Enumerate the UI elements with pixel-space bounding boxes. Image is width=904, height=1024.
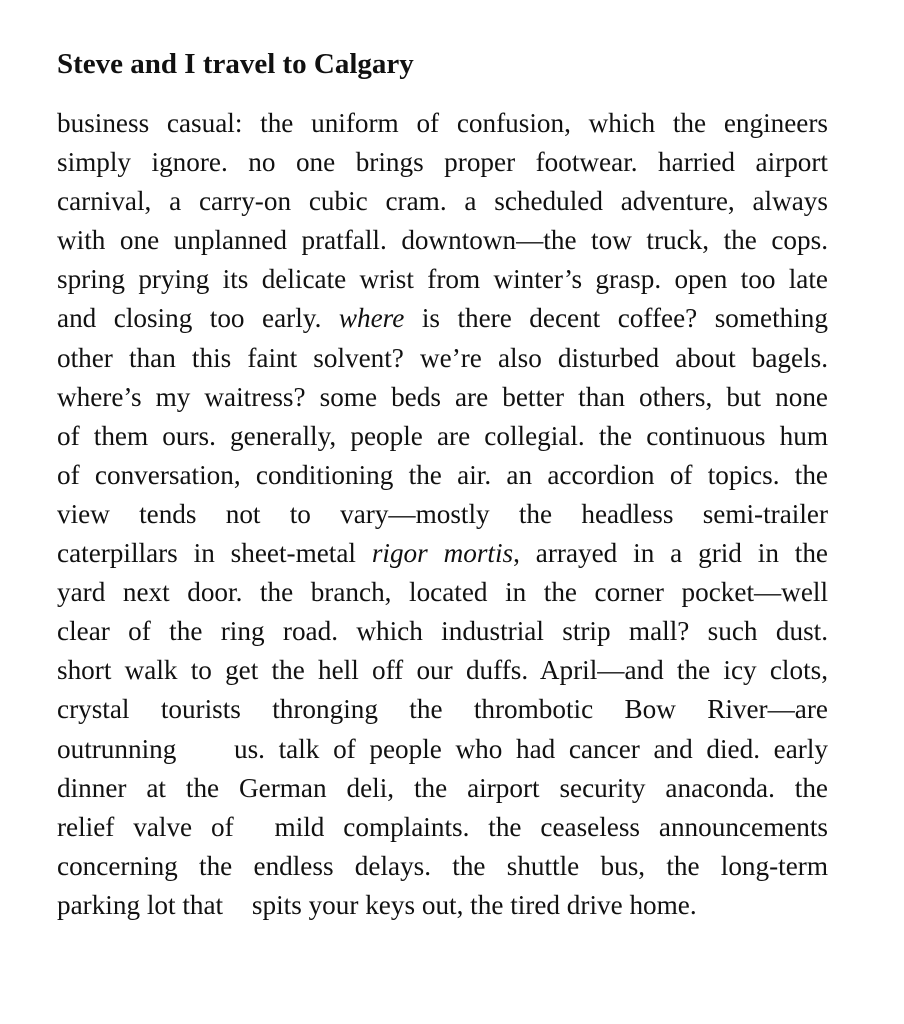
italic-emphasis: rigor mortis <box>371 538 514 569</box>
poem-title: Steve and I travel to Calgary <box>57 48 414 80</box>
poem-line: crystal tourists thronging the thrombotic Bow River—are <box>57 694 828 725</box>
poem-line: simply ignore. no one brings proper footwear. harried airport <box>57 147 828 178</box>
poem-line: with one unplanned pratfall. downtown—the tow truck, the cops. <box>57 225 828 256</box>
line-text: relief valve of <box>57 811 234 842</box>
line-text: spits your keys out, the tired drive home. <box>251 889 697 920</box>
line-text: , arrayed in a grid in the <box>513 538 828 569</box>
poem-line: where’s my waitress? some beds are better than others, but none <box>57 381 828 412</box>
poem-line: of conversation, conditioning the air. an accordion of topics. the <box>57 459 828 490</box>
poem-line <box>57 808 828 847</box>
poem-line: of them ours. generally, people are collegial. the continuous hum <box>57 420 828 451</box>
poem-line: clear of the ring road. which industrial strip mall? such dust. <box>57 616 828 647</box>
line-text: and closing too early. <box>57 303 339 334</box>
poem-line: other than this faint solvent? we’re also disturbed about bagels. <box>57 342 828 373</box>
line-text: caterpillars in sheet-metal <box>57 538 372 569</box>
poem-line <box>57 730 828 769</box>
poem-body <box>57 104 828 925</box>
document-page <box>57 44 828 925</box>
italic-emphasis: where <box>338 303 405 334</box>
line-text: is there decent coffee? something <box>404 303 828 334</box>
poem-line: view tends not to vary—mostly the headless semi-trailer <box>57 498 828 529</box>
line-text: outrunning <box>57 733 177 764</box>
poem-line: dinner at the German deli, the airport security anaconda. the <box>57 772 828 803</box>
line-text: parking lot that <box>57 889 224 920</box>
poem-line: carnival, a carry-on cubic cram. a scheduled adventure, always <box>57 186 828 217</box>
poem-line: concerning the endless delays. the shuttle bus, the long-term <box>57 850 828 881</box>
poem-line <box>57 299 828 338</box>
line-text: us. talk of people who had cancer and died. early <box>234 733 829 764</box>
poem-line: yard next door. the branch, located in the corner pocket—well <box>57 577 828 608</box>
line-text: mild complaints. the ceaseless announcements <box>274 811 829 842</box>
poem-line: business casual: the uniform of confusion, which the engineers <box>57 108 828 138</box>
poem-line: spring prying its delicate wrist from winter’s grasp. open too late <box>57 264 828 295</box>
poem-line <box>57 886 828 925</box>
poem-line <box>57 534 828 573</box>
poem-line: short walk to get the hell off our duffs. April—and the icy clots, <box>57 655 828 686</box>
